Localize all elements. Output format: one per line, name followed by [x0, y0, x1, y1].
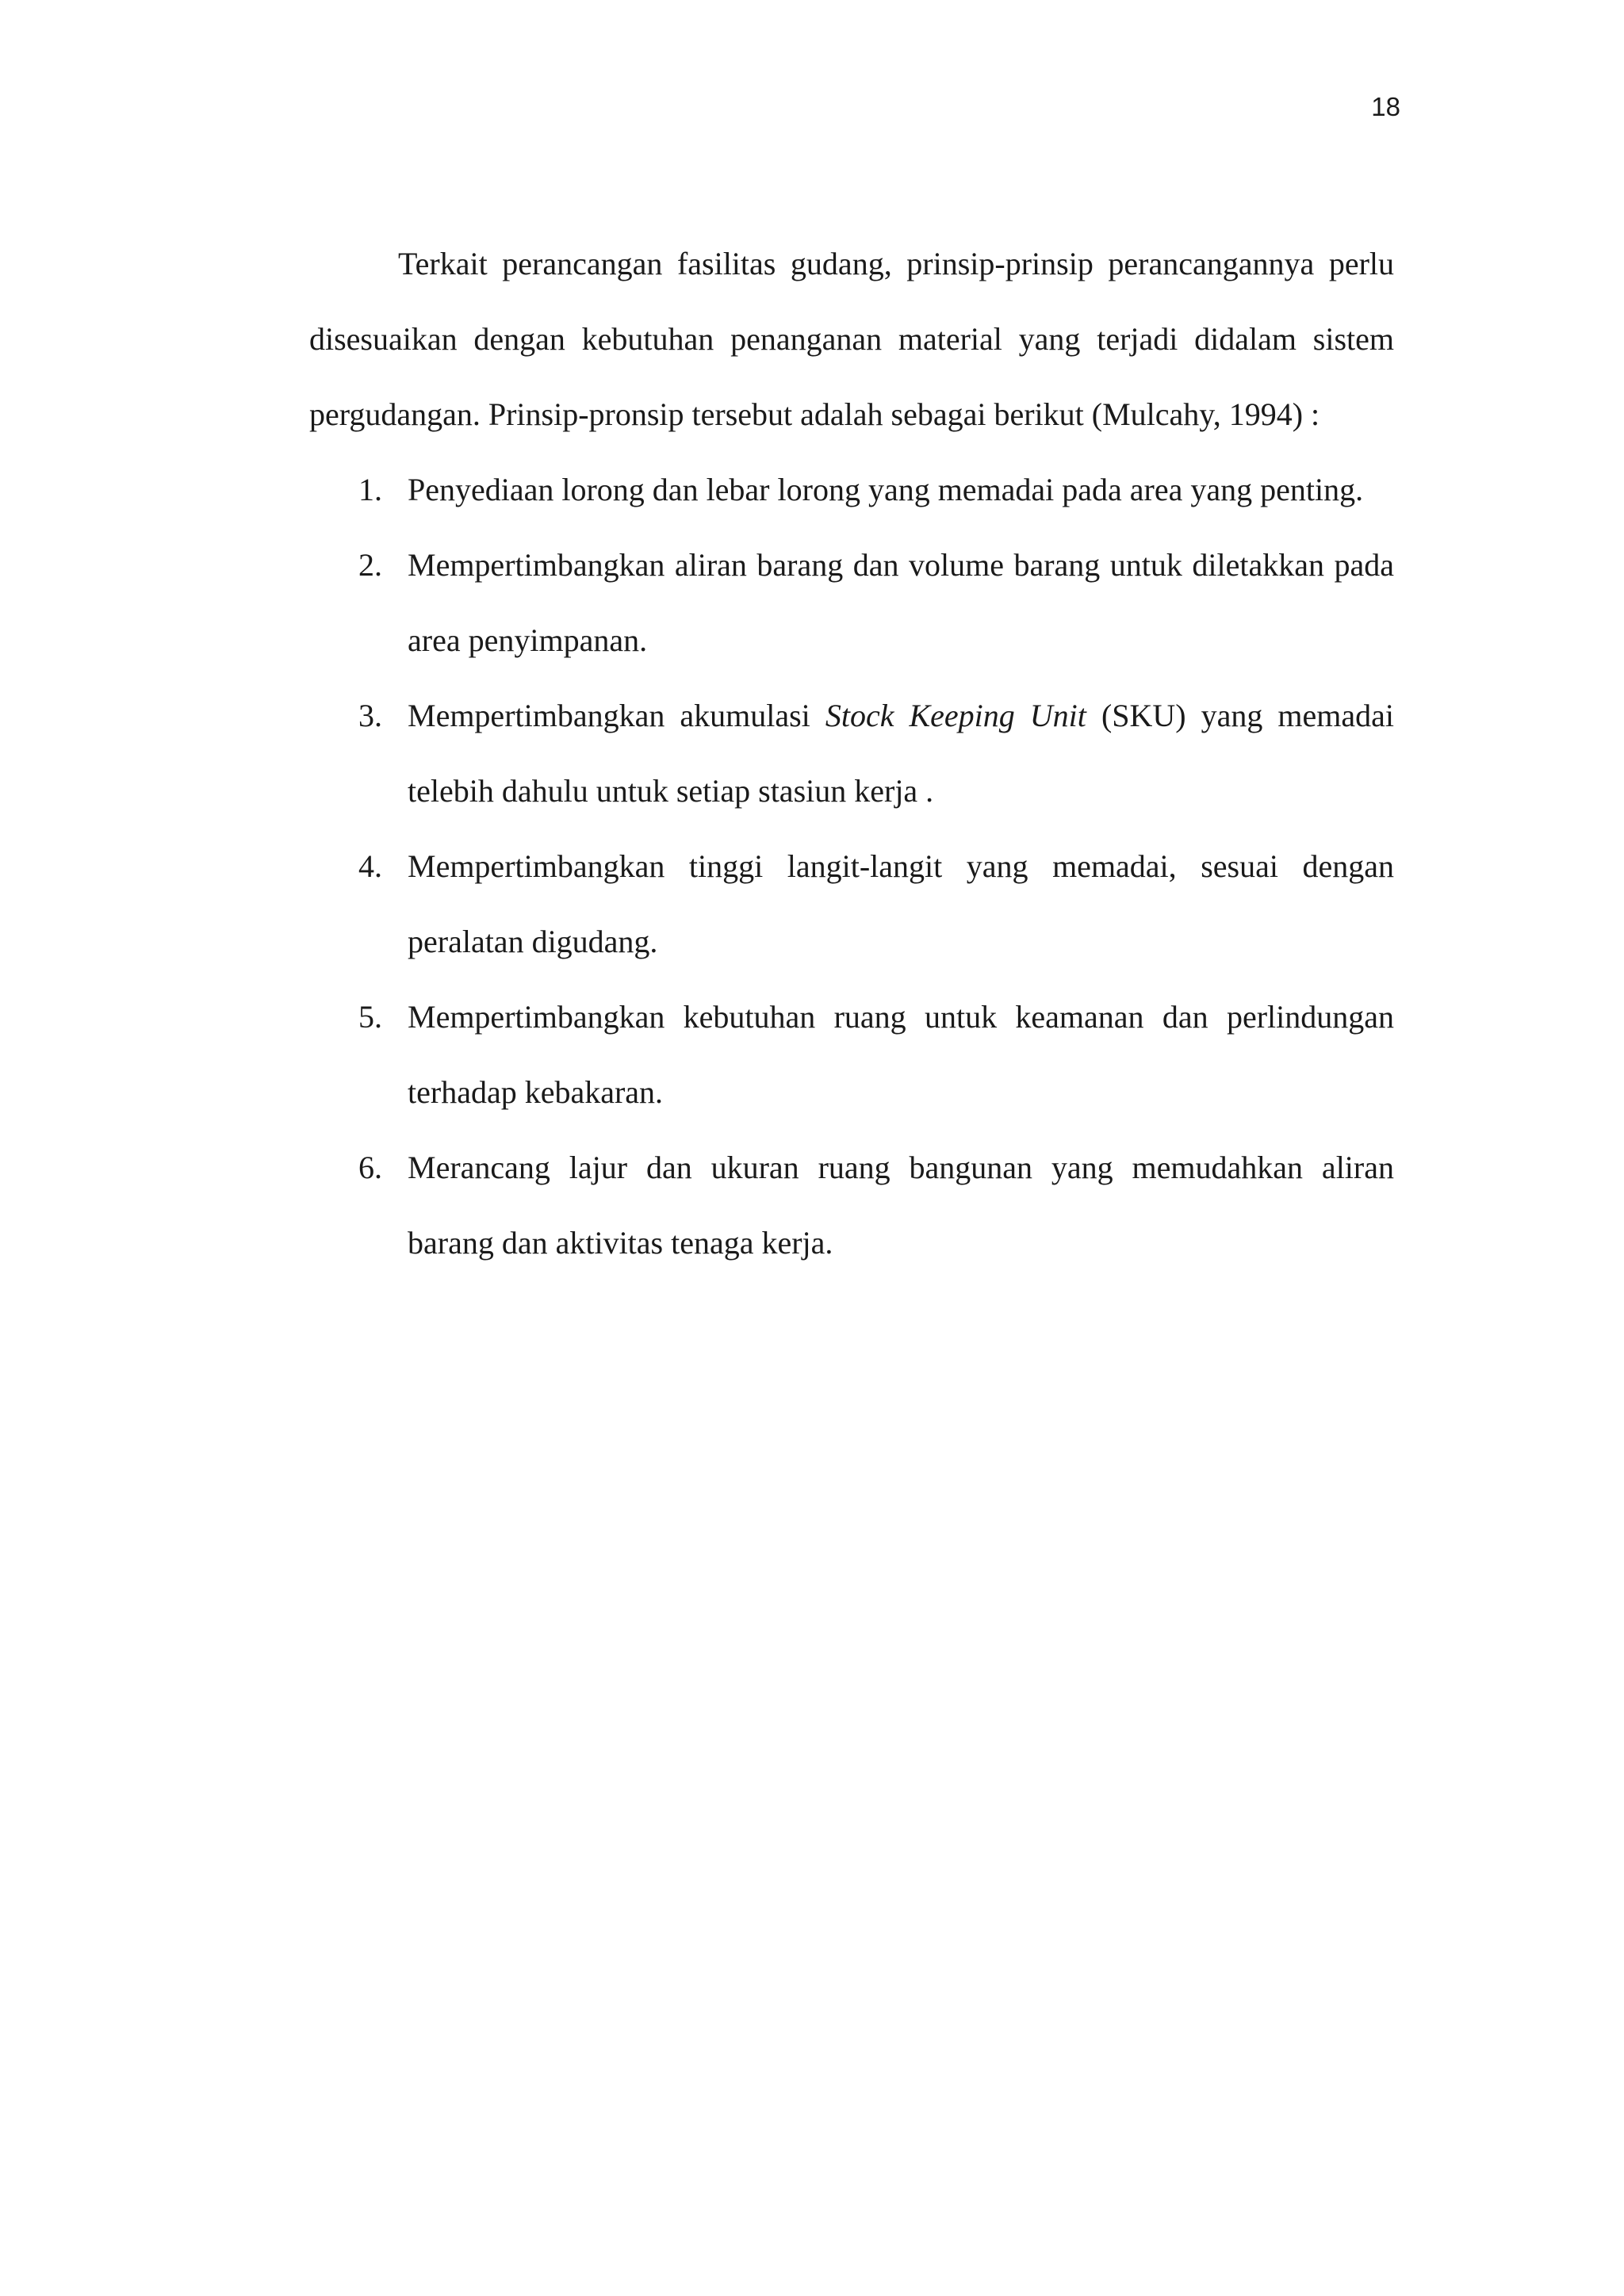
- list-item-number: 4.: [358, 848, 382, 884]
- list-item: [309, 452, 1394, 527]
- principles-list: [309, 452, 1394, 1280]
- list-item-italic-term: Stock Keeping Unit: [825, 698, 1086, 733]
- intro-paragraph: Terkait perancangan fasilitas gudang, prinsip-prinsip perancangannya perlu disesuaikan dengan kebutuhan penanganan material yang terjadi didalam sistem pergudangan. Prinsip-pronsip tersebut adalah sebagai berikut (Mulcahy, 1994) :: [309, 246, 1394, 432]
- list-item: [309, 979, 1394, 1130]
- list-item: [309, 1130, 1394, 1280]
- list-item-number: 2.: [358, 547, 382, 583]
- list-item: [309, 527, 1394, 678]
- list-item-number: 1.: [358, 472, 382, 507]
- document-body: [309, 226, 1394, 1280]
- list-item-number: 3.: [358, 698, 382, 733]
- list-item: [309, 678, 1394, 828]
- list-item-text: [408, 698, 1394, 809]
- page-number: 18: [1371, 92, 1400, 121]
- list-item-number: 6.: [358, 1150, 382, 1185]
- list-item-text: Merancang lajur dan ukuran ruang bangunan yang memudahkan aliran barang dan aktivitas tenaga kerja.: [408, 1150, 1394, 1261]
- list-item-text: Mempertimbangkan tinggi langit-langit yang memadai, sesuai dengan peralatan digudang.: [408, 848, 1394, 959]
- list-item-text: Mempertimbangkan kebutuhan ruang untuk keamanan dan perlindungan terhadap kebakaran.: [408, 999, 1394, 1110]
- list-item-text-after: (SKU) yang memadai telebih dahulu untuk setiap stasiun kerja .: [408, 698, 1395, 809]
- list-item-number: 5.: [358, 999, 382, 1035]
- list-item-text: Penyediaan lorong dan lebar lorong yang memadai pada area yang penting.: [408, 472, 1364, 507]
- list-item-text: Mempertimbangkan aliran barang dan volume barang untuk diletakkan pada area penyimpanan.: [408, 547, 1394, 658]
- list-item-text-before: Mempertimbangkan akumulasi: [408, 698, 825, 733]
- list-item: [309, 828, 1394, 979]
